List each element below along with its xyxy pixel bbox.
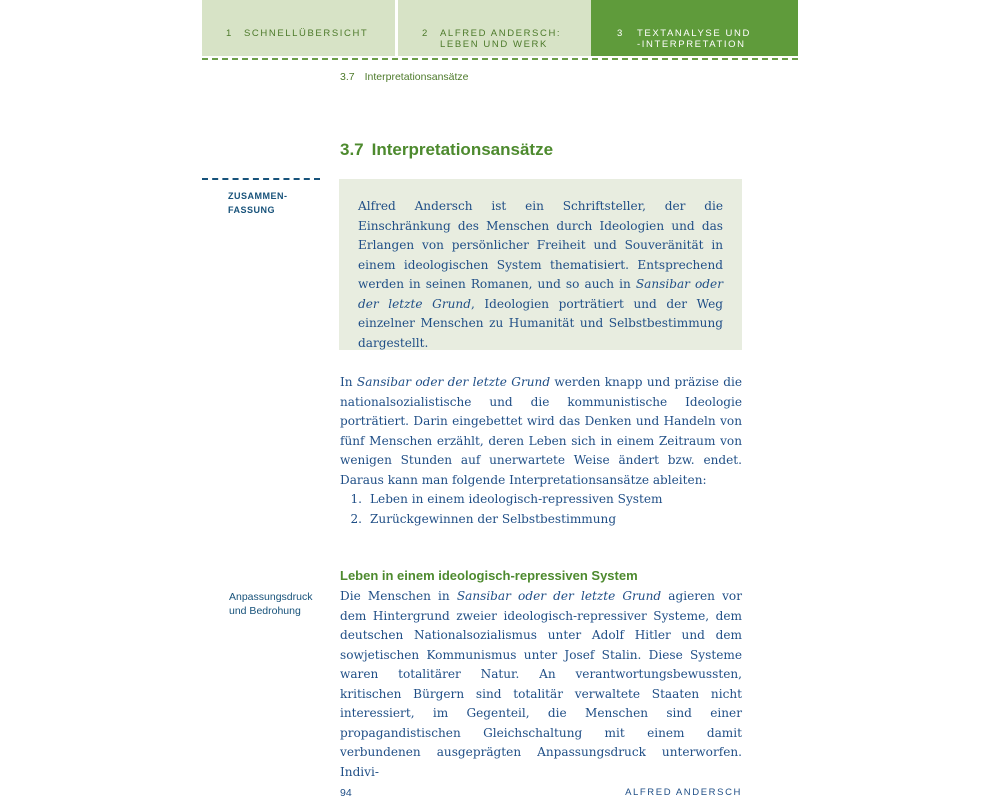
tab-number: 3 [617,28,624,39]
list-item: 1. Leben in einem ideologisch-repressiven System [350,492,663,506]
margin-note: Anpassungsdruck und Bedrohung [229,591,313,617]
approach-list [340,490,742,529]
side-divider [202,178,320,180]
summary-text: Alfred Andersch ist ein Schriftsteller, der die Einschränkung des Menschen durch Ideologien und das Erlangen von persönlicher Freiheit und Souveränität in einem ideologischen System thematisiert. Entsprechend werden in seinen Romanen, und so auch in Sansibar oder der letzte Grund, Ideologien porträtiert und der Weg einzelner Menschen zu Humanität und Selbstbestimmung dargestellt. [358,199,724,350]
tab-label: TEXTANALYSE UND -INTERPRETATION [637,28,751,50]
tab-textanalyse[interactable] [591,0,798,56]
footer-author: ALFRED ANDERSCH [625,787,742,798]
chapter-tabs [202,0,798,56]
section-paragraph: Die Menschen in Sansibar oder der letzte Grund agieren vor dem Hintergrund zweier ideologisch-repressiver Systeme, dem deutschen Nationalsozialismus unter Adolf Hitler und dem sowjetischen Kommunismus unter Josef Stalin. Diese Systeme waren totalitärer Natur. An verantwortungsbewussten, kritischen Bürgern sind totalitär verwaltete Staaten nicht interessiert, im Gegenteil, die Menschen sind einer propagandistischen Gleichschaltung mit einem damit verbundenen ausgeprägten Anpassungsdruck unterworfen. Indivi- [340,589,742,779]
header-divider [202,58,798,60]
summary-side-label: ZUSAMMEN- FASSUNG [228,191,288,215]
page-title: 3.7 Interpretationsansätze [340,140,554,159]
intro-section [340,373,742,529]
tab-leben-und-werk[interactable] [398,0,591,56]
tab-label: SCHNELLÜBERSICHT [244,28,369,39]
breadcrumb: 3.7 Interpretationsansätze [340,71,469,83]
tab-number: 2 [422,28,429,39]
tab-number: 1 [226,28,233,39]
page-number: 94 [340,787,352,799]
section-body [340,587,742,782]
list-item: 2. Zurückgewinnen der Selbstbestimmung [350,511,617,526]
intro-paragraph: In Sansibar oder der letzte Grund werden knapp und präzise die nationalsozialistische und die kommunistische Ideologie porträtiert. Darin eingebettet wird das Denken und Handeln von fünf Menschen erzählt, deren Leben sich in einem Zeitraum von wenigen Stunden auf unerwartete Weise ändert bzw. endet. Daraus kann man folgende Interpretationsansätze ableiten: [340,375,742,487]
summary-box [339,179,742,350]
tab-label: ALFRED ANDERSCH: LEBEN UND WERK [440,28,562,50]
tab-schnelluebersicht[interactable] [202,0,395,56]
section-heading: Leben in einem ideologisch-repressiven System [340,568,638,583]
